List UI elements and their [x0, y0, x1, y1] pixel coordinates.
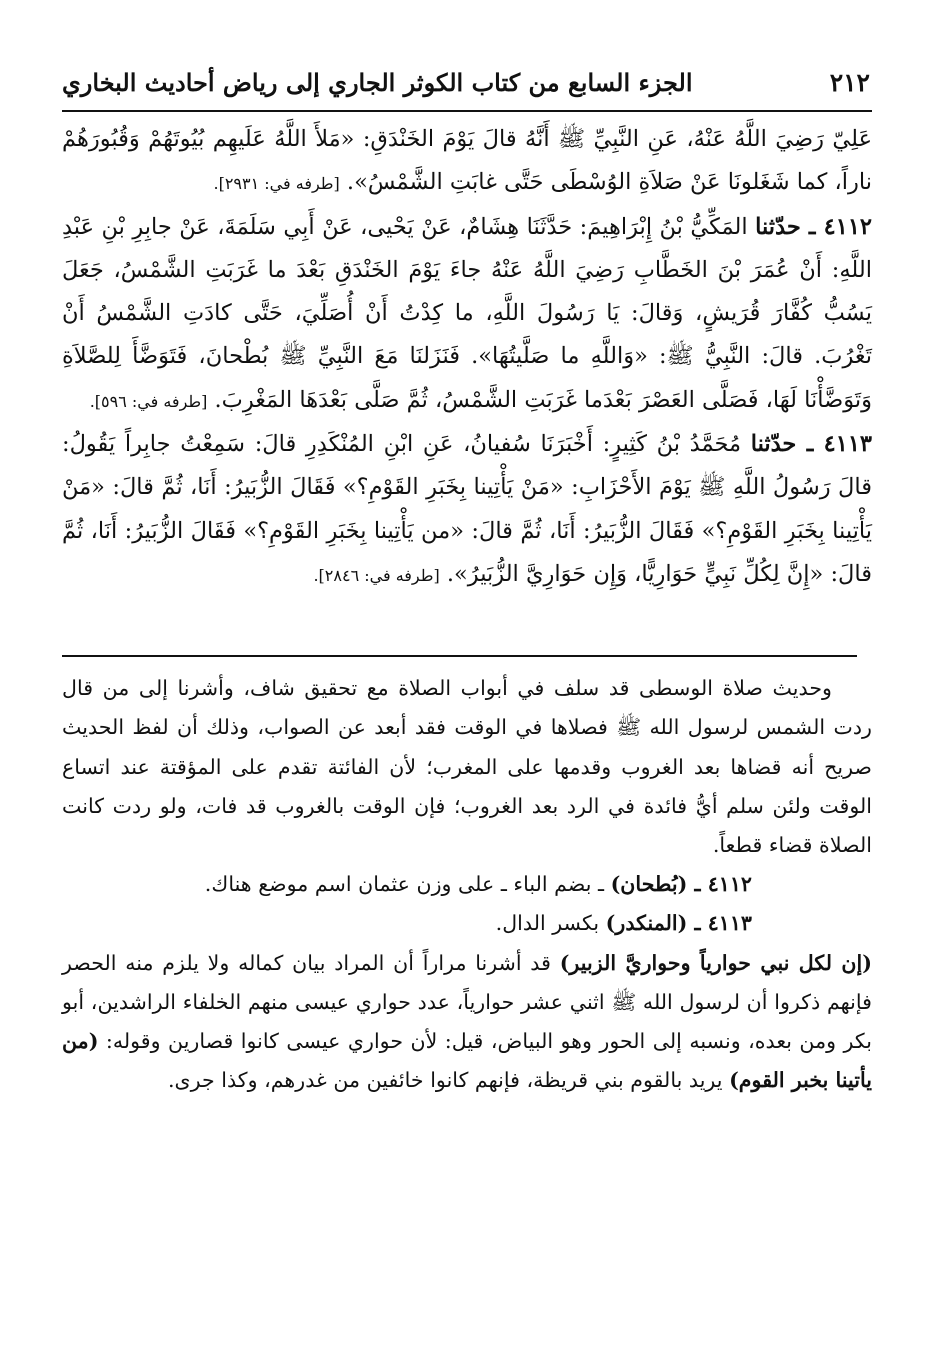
hadith-4112-ref: [طرفه في: ٥٩٦]. — [89, 391, 208, 411]
commentary-hawari-term2: (من يأتينا بخبر القوم) — [62, 1029, 872, 1093]
hadith-text — [62, 118, 872, 597]
commentary-4112-term: (بُطحان) — [610, 872, 688, 897]
hadith-4111-ref: [طرفه في: ٢٩٣١]. — [213, 174, 340, 194]
page-header — [62, 60, 872, 112]
running-title: الجزء السابع من كتاب الكوثر الجاري إلى رياض أحاديث البخاري — [62, 68, 693, 97]
commentary-4113-dash: ـ — [687, 911, 708, 936]
commentary-4112-dash: ـ — [687, 872, 708, 897]
hadith-4113-ref: [طرفه في: ٢٨٤٦]. — [313, 565, 440, 585]
commentary — [62, 669, 872, 1100]
hadith-4113-dash: ـ — [796, 431, 824, 458]
commentary-4113-number: ٤١١٣ — [707, 911, 752, 936]
commentary-hawari-text: قد أشرنا مراراً أن المراد بيان كماله ولا يلزم منه الحصر فإنهم ذكروا أن لرسول الله ﷺ اثني عشر حوارياً، عدد حواري عيسى منهم الخلفاء الراشدين، أبو بكر ومن بعده، ونسبه إلى الحور وهو البياض، قيل: لأن حواري عيسى كانوا قصارين وقوله: — [62, 950, 872, 1054]
commentary-hawari-term: (إن لكل نبي حوارياً وحواريَّ الزبير) — [559, 950, 872, 975]
footnote-divider — [62, 655, 857, 657]
commentary-4113-text: بكسر الدال. — [495, 911, 606, 936]
hadith-4112 — [62, 206, 872, 423]
hadith-4113-number: ٤١١٣ — [823, 431, 872, 458]
hadith-4112-text: المَكِّيُّ بْنُ إِبْرَاهِيمَ: حَدَّثَنَا هِشَامٌ، عَنْ يَحْيى، عَنْ أَبِي سَلَمَةَ، عَنْ جابِرِ بْنِ عَبْدِ اللَّهِ: أَنْ عُمَرَ بْنَ الخَطَّابِ رَضِيَ اللَّهُ عَنْهُ جاءَ يَوْمَ الخَنْدَقِ بَعْدَ ما غَرَبَتِ الشَّمْسُ، جَعَلَ يَسُبُّ كُفَّارَ قُرَيشٍ، وَقالَ: يَا رَسُولَ اللَّهِ، ما كِدْتُ أَنْ أُصَلِّيَ، حَتَّى كادَتِ الشَّمْسُ أَنْ تَغْرُبَ. قالَ: النَّبِيُّ ﷺ: «وَاللَّهِ ما صَلَّيتُهَا». فَنَزَلنَا مَعَ النَّبِيِّ ﷺ بُطْحانَ، فَتَوَضَّأَ لِلصَّلاَةِ وَتَوَضَّأْنَا لَهَا، فَصَلَّى العَصْرَ بَعْدَما غَرَبَتِ الشَّمْسُ، ثُمَّ صَلَّى بَعْدَهَا المَغْرِبَ. — [62, 213, 872, 413]
hadith-4113-opener: حدّثنا — [750, 431, 797, 458]
commentary-hawari — [62, 944, 872, 1101]
commentary-hawari-text2: يريد بالقوم بني قريظة، فإنهم كانوا خائفين من غدرهم، وكذا جرى. — [167, 1068, 730, 1093]
hadith-4112-number: ٤١١٢ — [823, 213, 872, 240]
commentary-4113-term: (المنكدر) — [605, 911, 688, 936]
book-page — [62, 60, 872, 1101]
commentary-4113 — [62, 904, 872, 943]
commentary-4112-number: ٤١١٢ — [707, 872, 752, 897]
hadith-4111-text: عَلِيّ رَضِيَ اللَّهُ عَنْهُ، عَنِ النَّبِيِّ ﷺ أَنَّهُ قالَ يَوْمَ الخَنْدَقِ: «مَلأَ اللَّهُ عَلَيهِم بُيُوتَهُمْ وَقُبُورَهُمْ ناراً، كما شَغَلونَا عَنْ صَلاَةِ الوُسْطَى حَتَّى غابَتِ الشَّمْسُ». — [62, 126, 872, 196]
hadith-4113 — [62, 423, 872, 597]
hadith-4113-text: مُحَمَّدُ بْنُ كَثِيرٍ: أَخْبَرَنَا سُفيانُ، عَنِ ابْنِ المُنْكَدِرِ قالَ: سَمِعْتُ جابِراً يَقُولُ: قالَ رَسُولُ اللَّهِ ﷺ يَوْمَ الأَحْزَابِ: «مَنْ يَأْتِينا بِخَبَرِ القَوْمِ؟» فَقَالَ الزُّبَيرُ: أَنَا، ثُمَّ قالَ: «مَنْ يَأْتِينا بِخَبَرِ القَوْمِ؟» فَقَالَ الزُّبَيرُ: أَنَا، ثُمَّ قالَ: «من يَأْتِينا بِخَبَرِ القَوْمِ؟» فَقَالَ الزُّبَيرُ: أَنَا، ثُمَّ قالَ: «إِنَّ لِكُلِّ نَبِيٍّ حَوَارِيًّا، وَإِن حَوَارِيَّ الزُّبَيرُ». — [62, 431, 872, 587]
commentary-paragraph: وحديث صلاة الوسطى قد سلف في أبواب الصلاة مع تحقيق شاف، وأشرنا إلى من قال ردت الشمس لرسول الله ﷺ فصلاها في الوقت فقد أبعد عن الصواب، وذلك أن لفظ الحديث صريح أنه قضاها بعد الغروب وقدمها على المغرب؛ لأن الفائتة تقدم على المؤقتة عند اتساع الوقت ولئن سلم أيُّ فائدة في الرد بعد الغروب؛ فإن الوقت بالغروب قد فات، ولو ردت كانت الصلاة قضاء قطعاً. — [62, 676, 872, 858]
page-number: ٢١٢ — [829, 68, 870, 97]
commentary-4112 — [62, 865, 872, 904]
hadith-4112-opener: حدّثنا — [755, 213, 801, 240]
hadith-4111-tail — [62, 118, 872, 206]
commentary-4112-text: ـ بضم الباء ـ على وزن عثمان اسم موضع هناك. — [204, 872, 611, 897]
hadith-4112-dash: ـ — [800, 213, 824, 240]
